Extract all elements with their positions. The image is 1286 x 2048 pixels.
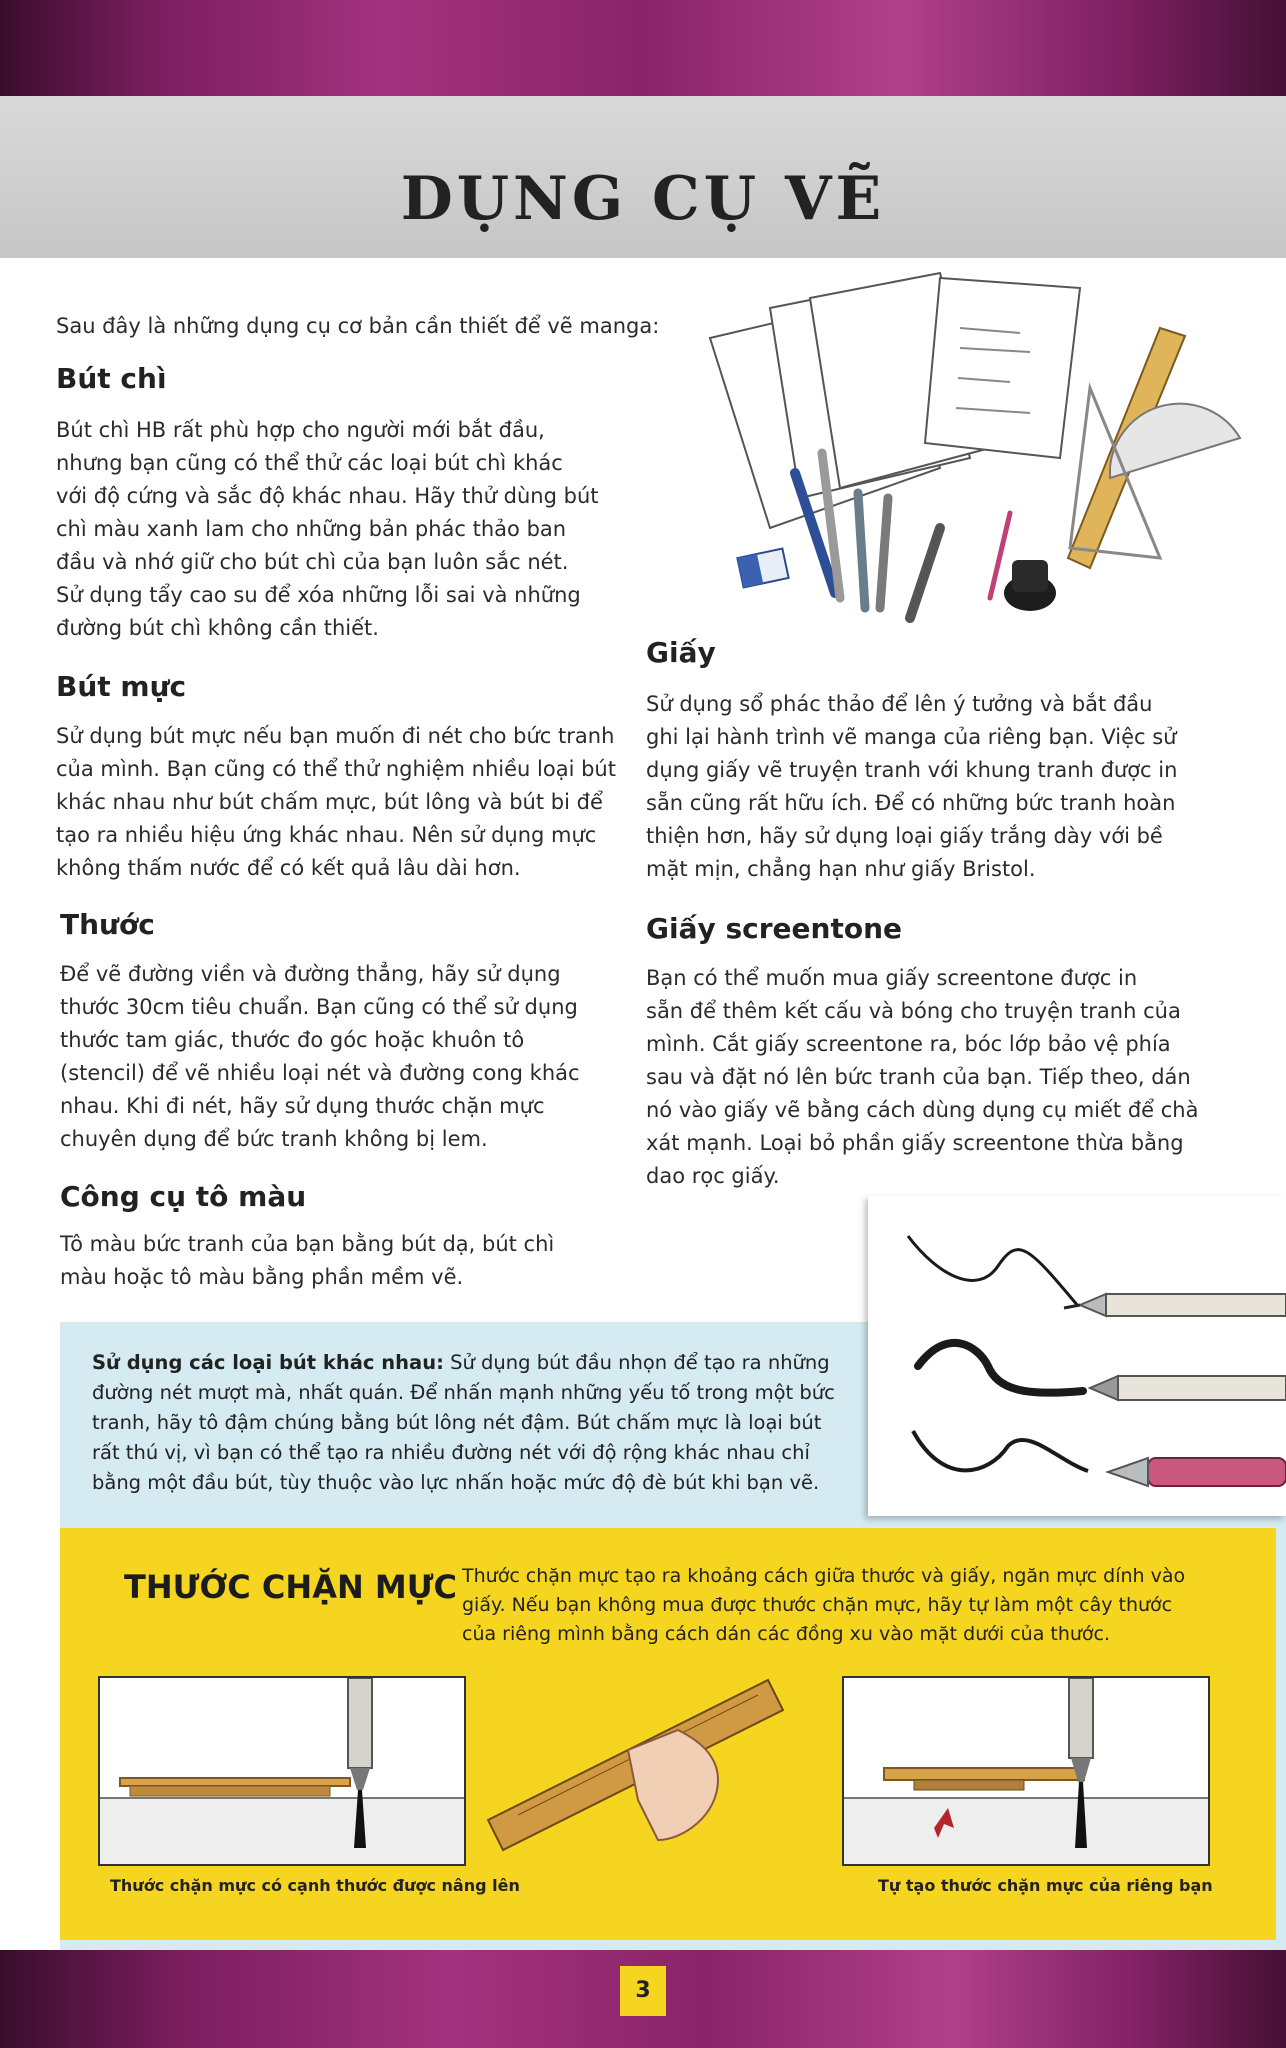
section-heading-coloring: Công cụ tô màu	[60, 1180, 307, 1213]
section-heading-ruler: Thước	[60, 908, 155, 941]
eraser-icon	[737, 549, 788, 588]
section-heading-ink-pen: Bút mực	[56, 670, 187, 703]
section-body-ink-pen: Sử dụng bút mực nếu bạn muốn đi nét cho bức tranh của mình. Bạn cũng có thể thử nghiệm nhiều loại bút khác nhau như bút chấm mực, bút lông và bút bi để tạo ra nhiều hiệu ứng khác nhau. Nên sử dụng mực không thấm nước để có kết quả lâu dài hơn.	[56, 724, 616, 880]
section-body-coloring: Tô màu bức tranh của bạn bằng bút dạ, bút chì màu hoặc tô màu bằng phần mềm vẽ.	[60, 1232, 555, 1289]
pen-strokes-card	[868, 1196, 1286, 1516]
section-body-paper: Sử dụng sổ phác thảo để lên ý tưởng và bắt đầu ghi lại hành trình vẽ manga của riêng bạn. Việc sử dụng giấy vẽ truyện tranh với khung tranh được in sẵn cũng rất hữu ích. Để có những bức tranh hoàn thiện hơn, hãy sử dụng loại giấy trắng dày với bề mặt mịn, chẳng hạn như giấy Bristol.	[646, 692, 1178, 881]
brush-pen-icon	[1090, 1376, 1286, 1400]
section-heading-screentone: Giấy screentone	[646, 912, 903, 945]
section-body-ruler: Để vẽ đường viền và đường thẳng, hãy sử dụng thước 30cm tiêu chuẩn. Bạn cũng có thể sử dụng thước tam giác, thước đo góc hoặc khuôn tô (stencil) để vẽ nhiều loại nét và đường cong khác nhau. Khi đi nét, hãy sử dụng thước chặn mực chuyên dụng để bức tranh không bị lem.	[60, 962, 580, 1151]
top-color-band	[0, 0, 1286, 96]
ink-ruler-title: THƯỚC CHẶN MỰC	[124, 1568, 457, 1606]
dip-pen-icon	[1108, 1458, 1286, 1486]
page-number: 3	[620, 1966, 666, 2016]
drawing-tools-illustration	[690, 268, 1250, 628]
section-heading-paper: Giấy	[646, 636, 716, 669]
ruler-with-hand-figure	[478, 1640, 798, 1870]
section-heading-pencil: Bút chì	[56, 362, 167, 395]
tip-label: Sử dụng các loại bút khác nhau:	[92, 1351, 444, 1374]
ink-bottle-icon	[1004, 560, 1056, 611]
pen-strokes-illustration	[868, 1196, 1286, 1516]
caption-raised-ruler: Thước chặn mực có cạnh thước được nâng lên	[110, 1876, 520, 1895]
fineliner-pen-icon	[1064, 1294, 1286, 1316]
intro-text: Sau đây là những dụng cụ cơ bản cần thiết để vẽ manga:	[56, 314, 660, 338]
homemade-ruler-figure	[842, 1676, 1210, 1866]
tip-text: Sử dụng các loại bút khác nhau: Sử dụng bút đầu nhọn để tạo ra những đường nét mượt mà, nhất quán. Để nhấn mạnh những yếu tố trong một bức tranh, hãy tô đậm chúng bằng bút lông nét đậm. Bút chấm mực là loại bút rất thú vị, vì bạn có thể tạo ra nhiều đường nét với độ rộng khác nhau chỉ bằng một đầu bút, tùy thuộc vào lực nhấn hoặc mức độ đè bút khi bạn vẽ.	[92, 1351, 835, 1494]
caption-homemade-ruler: Tự tạo thước chặn mực của riêng bạn	[878, 1876, 1213, 1895]
paper-stack-illustration	[710, 273, 1080, 528]
page-title: DỤNG CỤ VẼ	[400, 164, 886, 234]
section-body-screentone: Bạn có thể muốn mua giấy screentone được in sẵn để thêm kết cấu và bóng cho truyện tranh của mình. Cắt giấy screentone ra, bóc lớp bảo vệ phía sau và đặt nó lên bức tranh của bạn. Tiếp theo, dán nó vào giấy vẽ bằng cách dùng dụng cụ miết để chà xát mạnh. Loại bỏ phần giấy screentone thừa bằng dao rọc giấy.	[646, 966, 1199, 1188]
section-body-pencil: Bút chì HB rất phù hợp cho người mới bắt đầu, nhưng bạn cũng có thể thử các loại bút chì khác với độ cứng và sắc độ khác nhau. Hãy thử dùng bút chì màu xanh lam cho những bản phác thảo ban đầu và nhớ giữ cho bút chì của bạn luôn sắc nét. Sử dụng tẩy cao su để xóa những lỗi sai và những đường bút chì không cần thiết.	[56, 418, 599, 640]
ink-ruler-text: Thước chặn mực tạo ra khoảng cách giữa thước và giấy, ngăn mực dính vào giấy. Nếu bạn không mua được thước chặn mực, hãy tự làm một cây thước của riêng mình bằng cách dán các đồng xu vào mặt dưới của thước.	[462, 1565, 1186, 1645]
raised-ruler-figure	[98, 1676, 466, 1866]
